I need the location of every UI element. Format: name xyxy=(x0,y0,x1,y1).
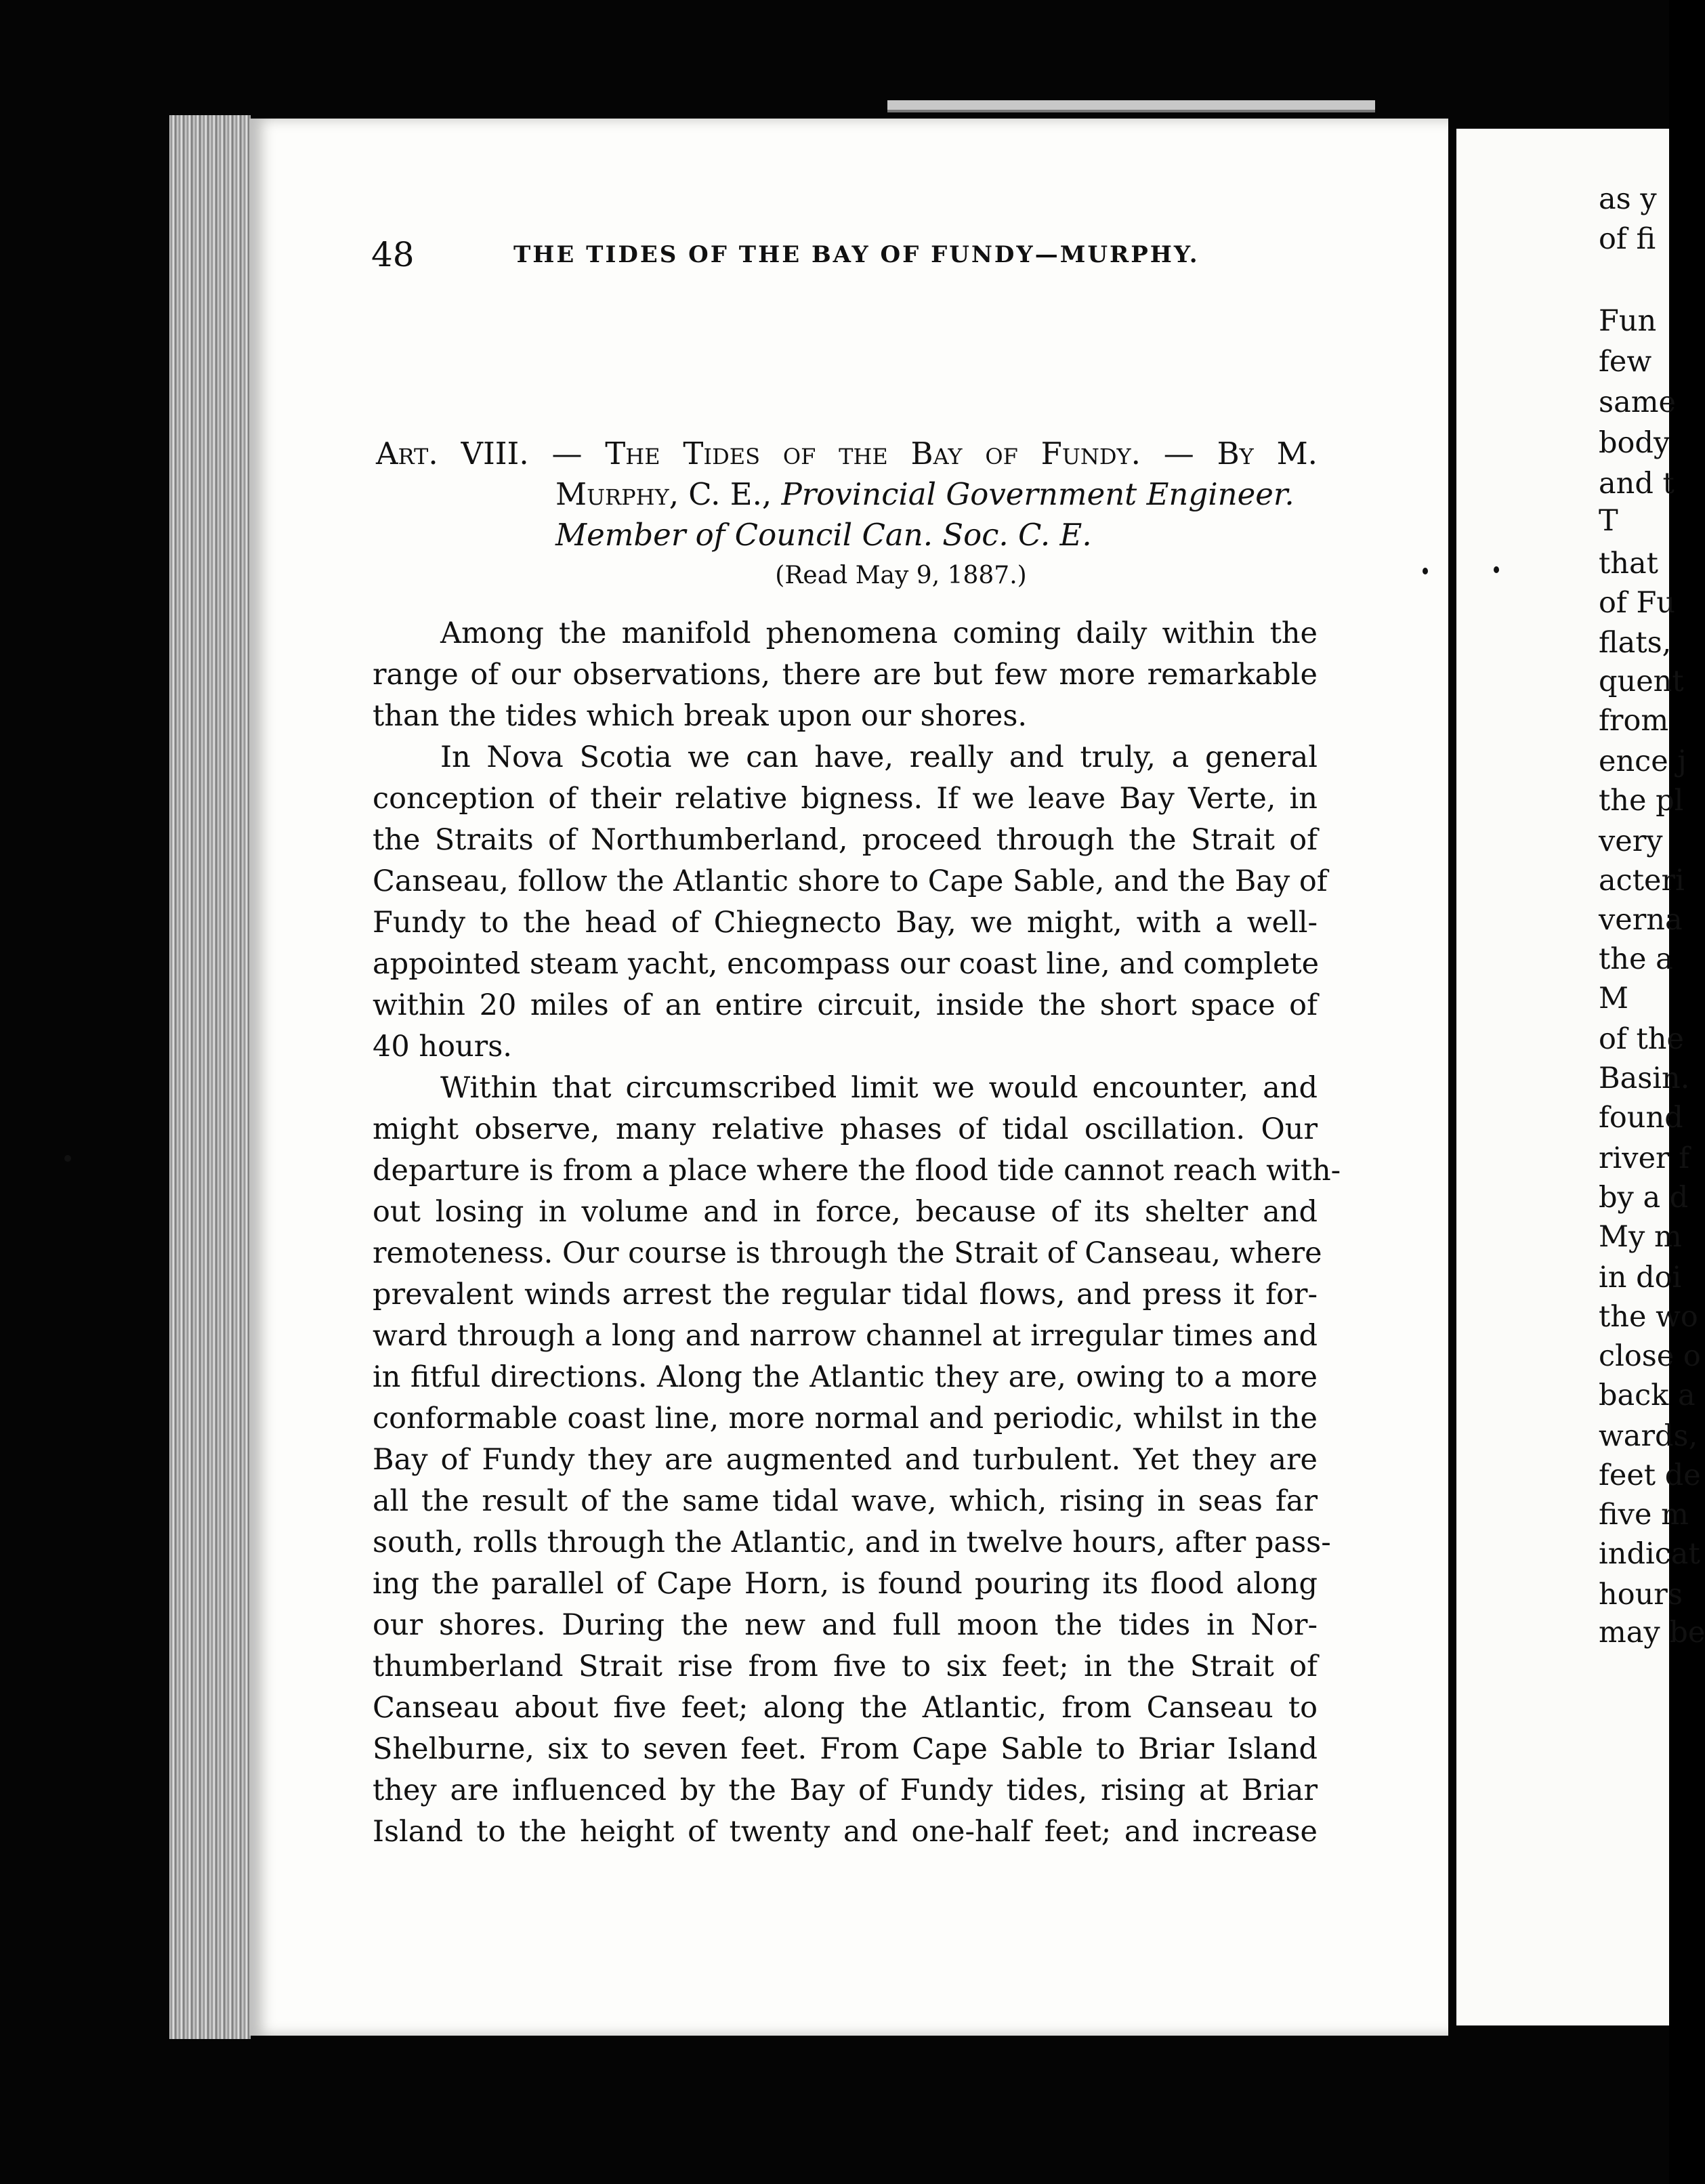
facing-page-line: wards, xyxy=(1599,1419,1698,1453)
body-line: than the tides which break upon our shores. xyxy=(373,699,1028,733)
facing-page-line: in doi xyxy=(1599,1261,1682,1295)
facing-page-line: M xyxy=(1599,982,1629,1015)
facing-page-line: T xyxy=(1599,504,1618,538)
facing-page-line: of Fu xyxy=(1599,586,1676,620)
facing-page-line: few xyxy=(1599,345,1652,379)
body-line: out losing in volume and in force, because of its shelter and xyxy=(373,1195,1318,1229)
facing-page-line: same xyxy=(1599,385,1676,419)
facing-page-line: acteri xyxy=(1599,864,1685,898)
facing-page xyxy=(1456,129,1705,2025)
body-line: within 20 miles of an entire circuit, inside the short space of xyxy=(373,988,1318,1022)
page-number: 48 xyxy=(371,235,415,274)
facing-page-line: close o xyxy=(1599,1339,1701,1373)
facing-page-line: ence j xyxy=(1599,744,1687,778)
facing-page-line: hours xyxy=(1599,1578,1683,1612)
article-title-line: Art. VIII. — The Tides of the Bay of Fundy. — By M. xyxy=(376,436,1318,471)
facing-page-line: the pl xyxy=(1599,784,1684,818)
author-membership: Member of Council Can. Soc. C. E. xyxy=(555,517,1092,553)
facing-page-line: Basin. xyxy=(1599,1062,1690,1095)
body-line: Within that circumscribed limit we would encounter, and xyxy=(440,1071,1318,1105)
facing-page-line: may be xyxy=(1599,1616,1705,1650)
author-role: Provincial Government Engineer. xyxy=(781,476,1294,512)
facing-page-line: river f xyxy=(1599,1141,1690,1175)
facing-page-line: back a xyxy=(1599,1379,1696,1412)
scan-speck xyxy=(64,1155,71,1162)
body-line: departure is from a place where the flood tide cannot reach with- xyxy=(373,1154,1341,1188)
body-line: conformable coast line, more normal and periodic, whilst in the xyxy=(373,1402,1318,1435)
facing-page-line: very xyxy=(1599,824,1663,858)
facing-page-line: the a xyxy=(1599,942,1673,976)
running-head xyxy=(371,234,1200,275)
body-line: Bay of Fundy they are augmented and turbulent. Yet they are xyxy=(373,1443,1318,1477)
body-line: in fitful directions. Along the Atlantic they are, owing to a more xyxy=(373,1360,1318,1394)
body-line: Canseau about five feet; along the Atlantic, from Canseau to xyxy=(373,1691,1318,1725)
body-line: Canseau, follow the Atlantic shore to Cape Sable, and the Bay of xyxy=(373,864,1328,898)
article-heading xyxy=(376,434,1318,596)
facing-page-line: the wo xyxy=(1599,1300,1698,1334)
facing-page-line: feet de xyxy=(1599,1458,1701,1492)
author-name: Murphy, C. E., xyxy=(555,476,772,512)
body-line: Shelburne, six to seven feet. From Cape Sable to Briar Island xyxy=(373,1732,1318,1766)
facing-page-line: as y xyxy=(1599,182,1657,216)
body-line: appointed steam yacht, encompass our coast line, and complete xyxy=(373,947,1320,981)
body-line: remoteness. Our course is through the Strait of Canseau, where xyxy=(373,1236,1322,1270)
top-edge-rule xyxy=(887,100,1375,112)
body-line: south, rolls through the Atlantic, and in twelve hours, after pass- xyxy=(373,1526,1331,1559)
body-line: prevalent winds arrest the regular tidal flows, and press it for- xyxy=(373,1278,1318,1311)
facing-page-line: that xyxy=(1599,547,1658,581)
body-line: our shores. During the new and full moon the tides in Nor- xyxy=(373,1608,1318,1642)
facing-page-line: of the xyxy=(1599,1022,1684,1056)
author-line xyxy=(376,474,1318,515)
body-line: thumberland Strait rise from five to six feet; in the Strait of xyxy=(373,1650,1318,1683)
body-line: they are influenced by the Bay of Fundy tides, rising at Briar xyxy=(373,1773,1318,1807)
body-line: conception of their relative bigness. If we leave Bay Verte, in xyxy=(373,782,1318,816)
facing-page-line: indicat xyxy=(1599,1537,1700,1571)
body-line: range of our observations, there are but few more remarkable xyxy=(373,658,1318,692)
facing-page-line: by a d xyxy=(1599,1181,1689,1215)
facing-page-line: flats, xyxy=(1599,626,1672,660)
book-fore-edge xyxy=(169,115,251,2039)
scan-speck xyxy=(1494,566,1499,573)
body-line: 40 hours. xyxy=(373,1030,512,1064)
read-date: (Read May 9, 1887.) xyxy=(775,562,1027,589)
body-line: all the result of the same tidal wave, which, rising in seas far xyxy=(373,1484,1318,1518)
facing-page-line: from xyxy=(1599,704,1669,738)
body-line: Fundy to the head of Chiegnecto Bay, we might, with a well- xyxy=(373,906,1318,940)
facing-page-line: five m xyxy=(1599,1498,1689,1532)
facing-page-line: My m xyxy=(1599,1220,1682,1254)
running-title: THE TIDES OF THE BAY OF FUNDY—MURPHY. xyxy=(513,241,1200,268)
facing-page-line: quent xyxy=(1599,665,1684,698)
body-line: the Straits of Northumberland, proceed through the Strait of xyxy=(373,823,1318,857)
body-line: ward through a long and narrow channel at irregular times and xyxy=(373,1319,1318,1353)
body-line: Among the manifold phenomena coming daily within the xyxy=(440,616,1318,650)
facing-page-line: verna xyxy=(1599,903,1683,937)
facing-page-line: of fi xyxy=(1599,222,1656,256)
body-line: Island to the height of twenty and one-half feet; and increase xyxy=(373,1815,1318,1849)
facing-page-line: Fun xyxy=(1599,304,1657,338)
body-line: ing the parallel of Cape Horn, is found pouring its flood along xyxy=(373,1567,1318,1601)
facing-page-line: found xyxy=(1599,1101,1683,1135)
body-line: might observe, many relative phases of tidal oscillation. Our xyxy=(373,1112,1318,1146)
body-text xyxy=(373,613,1341,1853)
scan-speck xyxy=(1423,568,1428,574)
facing-page-line: and t xyxy=(1599,467,1675,501)
facing-page-line: body xyxy=(1599,426,1670,460)
body-line: In Nova Scotia we can have, really and truly, a general xyxy=(440,740,1318,774)
